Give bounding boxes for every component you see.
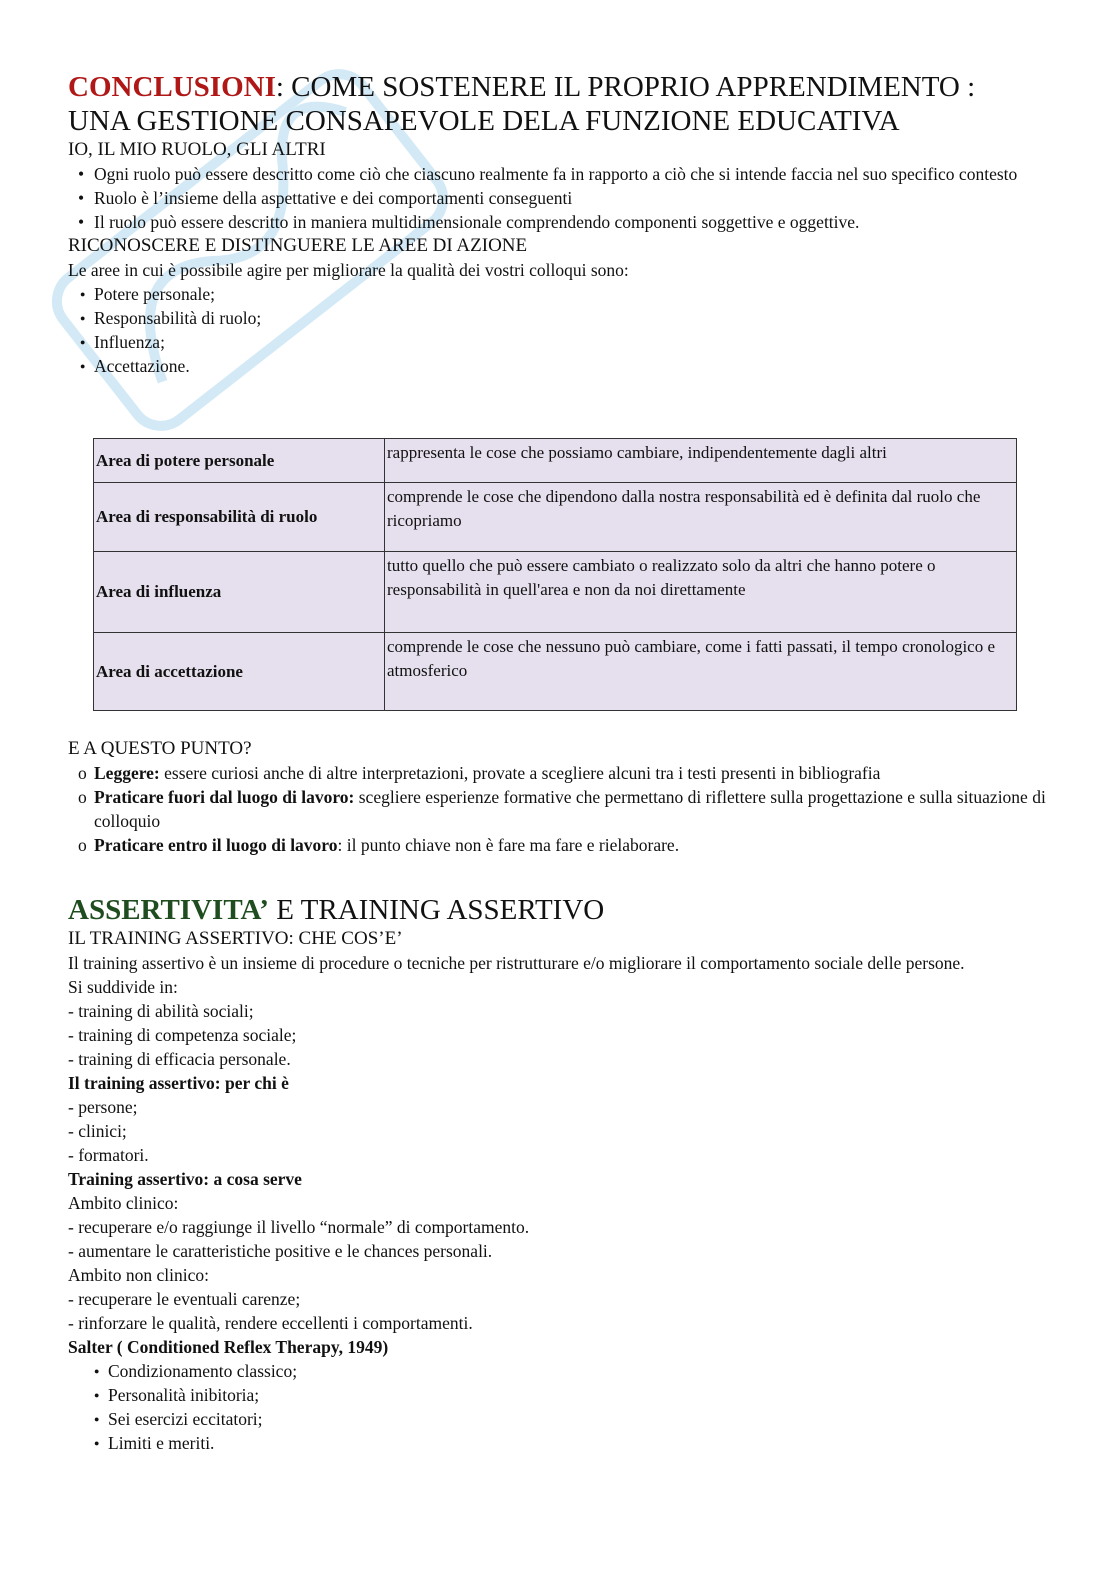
- list-item: ● Potere personale;: [68, 282, 1058, 306]
- list-item: ● Condizionamento classico;: [68, 1359, 1058, 1383]
- table-cell-label: Area di responsabilità di ruolo: [94, 483, 385, 552]
- list-item: - training di abilità sociali;: [68, 1001, 254, 1021]
- list-item: ● Accettazione.: [68, 354, 1058, 378]
- section-title-line2: UNA GESTIONE CONSAPEVOLE DELA FUNZIONE EDUCATIVA: [68, 105, 900, 137]
- subheading-cosa-e: IL TRAINING ASSERTIVO: CHE COS’E’: [68, 928, 403, 949]
- salter-heading: Salter ( Conditioned Reflex Therapy, 1949): [68, 1337, 389, 1357]
- salter-list: [68, 1359, 1058, 1455]
- list-item: - clinici;: [68, 1121, 127, 1141]
- purpose-heading: Training assertivo: a cosa serve: [68, 1169, 302, 1189]
- clinical-label: Ambito clinico:: [68, 1193, 179, 1213]
- table-cell-text: comprende le cose che nessuno può cambiare, come i fatti passati, il tempo cronologico e atmosferico: [385, 633, 1017, 711]
- table-cell-label: Area di accettazione: [94, 633, 385, 711]
- section-title-conclusioni: CONCLUSIONI: COME SOSTENERE IL PROPRIO APPRENDIMENTO :: [68, 71, 976, 103]
- for-whom-heading: Il training assertivo: per chi è: [68, 1073, 289, 1093]
- intro-text: Le aree in cui è possibile agire per migliorare la qualità dei vostri colloqui sono:: [68, 260, 629, 280]
- list-item: ● Influenza;: [68, 330, 1058, 354]
- list-item: - aumentare le caratteristiche positive e le chances personali.: [68, 1241, 493, 1261]
- list-item: - training di efficacia personale.: [68, 1049, 291, 1069]
- subheading-aree: RICONOSCERE E DISTINGUERE LE AREE DI AZIONE: [68, 235, 528, 256]
- table-row: [94, 633, 1017, 711]
- list-item: - rinforzare le qualità, rendere eccellenti i comportamenti.: [68, 1313, 473, 1333]
- list-item: o Praticare entro il luogo di lavoro: il punto chiave non è fare ma fare e rielaborare.: [68, 833, 1058, 857]
- section-title-assertivita: ASSERTIVITA’ E TRAINING ASSERTIVO: [68, 894, 605, 926]
- list-item: - formatori.: [68, 1145, 149, 1165]
- next-steps-list: [68, 761, 1058, 857]
- list-item: o Leggere: essere curiosi anche di altre interpretazioni, provate a scegliere alcuni tra i testi presenti in bibliografia: [68, 761, 1058, 785]
- definition-text: Il training assertivo è un insieme di procedure o tecniche per ristrutturare e/o migliorare il comportamento sociale delle persone.: [68, 953, 965, 973]
- nonclinical-label: Ambito non clinico:: [68, 1265, 209, 1285]
- table-row: [94, 483, 1017, 552]
- table-cell-label: Area di potere personale: [94, 439, 385, 483]
- list-item: • Ogni ruolo può essere descritto come ciò che ciascuno realmente fa in rapporto a ciò che si intende faccia nel suo specifico contesto: [68, 162, 1058, 186]
- list-item: o Praticare fuori dal luogo di lavoro: scegliere esperienze formative che permettano di riflettere sulla progettazione e sulla situazione di colloquio: [68, 785, 1058, 833]
- list-item: ● Sei esercizi eccitatori;: [68, 1407, 1058, 1431]
- list-item: - persone;: [68, 1097, 138, 1117]
- table-cell-text: tutto quello che può essere cambiato o realizzato solo da altri che hanno potere o responsabilità in quell'area e non da noi direttamente: [385, 552, 1017, 633]
- role-list: [68, 162, 1058, 234]
- list-item: - recuperare e/o raggiunge il livello “normale” di comportamento.: [68, 1217, 530, 1237]
- list-item: ● Limiti e meriti.: [68, 1431, 1058, 1455]
- split-intro: Si suddivide in:: [68, 977, 178, 997]
- list-item: ● Personalità inibitoria;: [68, 1383, 1058, 1407]
- list-item: - training di competenza sociale;: [68, 1025, 297, 1045]
- table-cell-text: rappresenta le cose che possiamo cambiare, indipendentemente dagli altri: [385, 439, 1017, 483]
- area-list: [68, 282, 1058, 378]
- table-cell-text: comprende le cose che dipendono dalla nostra responsabilità ed è definita dal ruolo che ricopriamo: [385, 483, 1017, 552]
- list-item: • Ruolo è l’insieme della aspettative e dei comportamenti conseguenti: [68, 186, 1058, 210]
- document-page: [68, 70, 1058, 1455]
- subheading-punto: E A QUESTO PUNTO?: [68, 738, 252, 759]
- list-item: • Il ruolo può essere descritto in maniera multidimensionale comprendendo componenti soggettive e oggettive.: [68, 210, 1058, 234]
- table-cell-label: Area di influenza: [94, 552, 385, 633]
- subheading-ruolo: IO, IL MIO RUOLO, GLI ALTRI: [68, 139, 326, 160]
- list-item: ● Responsabilità di ruolo;: [68, 306, 1058, 330]
- table-row: [94, 439, 1017, 483]
- table-row: [94, 552, 1017, 633]
- areas-table: [93, 438, 1017, 711]
- list-item: - recuperare le eventuali carenze;: [68, 1289, 301, 1309]
